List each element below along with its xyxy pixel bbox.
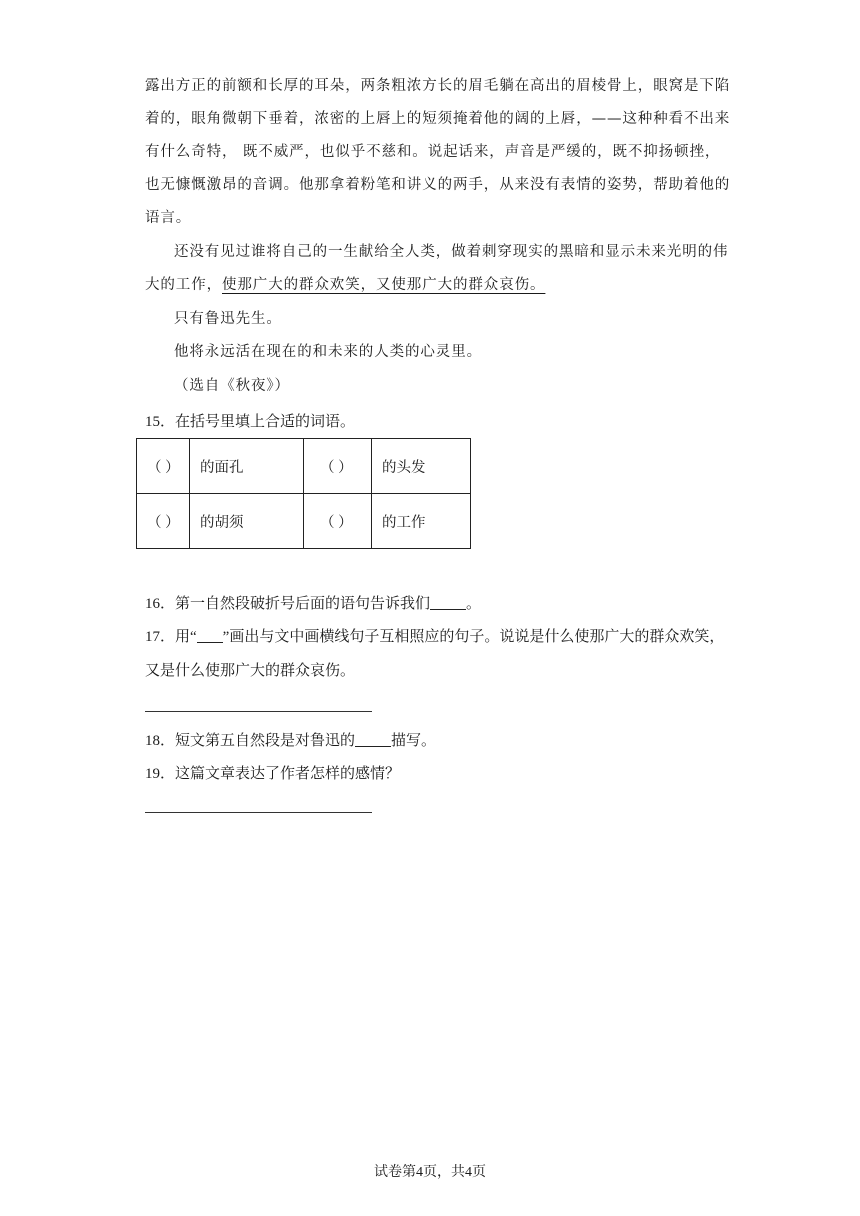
answer-cell[interactable]: （ ） (137, 494, 190, 549)
question-text: ”画出与文中画横线句子互相照应的句子。说说是什么使那广大的群众欢笑， (222, 629, 725, 645)
question-18 (145, 729, 436, 750)
passage-line: 着的，眼角微朝下垂着，浓密的上唇上的短须掩着他的阔的上唇，——这种种看不出来 (145, 111, 731, 127)
answer-cell[interactable]: （ ） (137, 439, 190, 494)
passage-line: 只有鲁迅先生。 (174, 311, 282, 327)
question-text: 描写。 (391, 733, 437, 749)
page-footer: 试卷第4页，共4页 (374, 1165, 486, 1180)
question-16 (145, 592, 481, 613)
question-15: 15．在括号里填上合适的词语。 (145, 414, 356, 430)
word-cell: 的头发 (372, 439, 471, 494)
answer-line[interactable] (145, 711, 372, 712)
passage-line: 语言。 (145, 210, 192, 226)
word-cell: 的胡须 (190, 494, 304, 549)
answer-blank[interactable] (430, 594, 466, 610)
passage-source: （选自《秋夜》） (174, 378, 290, 394)
passage-line: 有什么奇特， 既不威严，也似乎不慈和。说起话来，声音是严缓的，既不抑扬顿挫， (145, 144, 721, 160)
fill-in-table (136, 438, 471, 549)
underlined-sentence: 使那广大的群众欢笑，又使那广大的群众哀伤。 (222, 277, 546, 293)
question-text: 17．用“ (145, 629, 197, 645)
question-text: 18．短文第五自然段是对鲁迅的 (145, 733, 356, 749)
passage-line: 他将永远活在现在的和未来的人类的心灵里。 (174, 344, 482, 360)
question-17 (145, 625, 724, 646)
word-cell: 的工作 (372, 494, 471, 549)
passage-text: 大的工作， (145, 277, 222, 293)
passage-line: 还没有见过谁将自己的一生献给全人类，做着刺穿现实的黑暗和显示未来光明的伟 (174, 244, 729, 260)
passage-line: 露出方正的前额和长厚的耳朵，两条粗浓方长的眉毛躺在高出的眉棱骨上，眼窝是下陷 (145, 78, 731, 94)
answer-cell[interactable]: （ ） (304, 439, 372, 494)
answer-cell[interactable]: （ ） (304, 494, 372, 549)
passage-line: 也无慷慨激昂的音调。他那拿着粉笔和讲义的两手，从来没有表情的姿势，帮助着他的 (145, 177, 731, 193)
answer-line[interactable] (145, 812, 372, 813)
question-19: 19．这篇文章表达了作者怎样的感情？ (145, 766, 401, 782)
question-text: 16．第一自然段破折号后面的语句告诉我们 (145, 596, 431, 612)
word-cell: 的面孔 (190, 439, 304, 494)
passage-line (145, 273, 545, 294)
answer-blank[interactable] (355, 731, 391, 747)
underline-symbol (197, 627, 223, 643)
question-17-line2: 又是什么使那广大的群众哀伤。 (145, 663, 356, 679)
table-row (137, 439, 471, 494)
question-text: 。 (466, 596, 482, 612)
table-row (137, 494, 471, 549)
